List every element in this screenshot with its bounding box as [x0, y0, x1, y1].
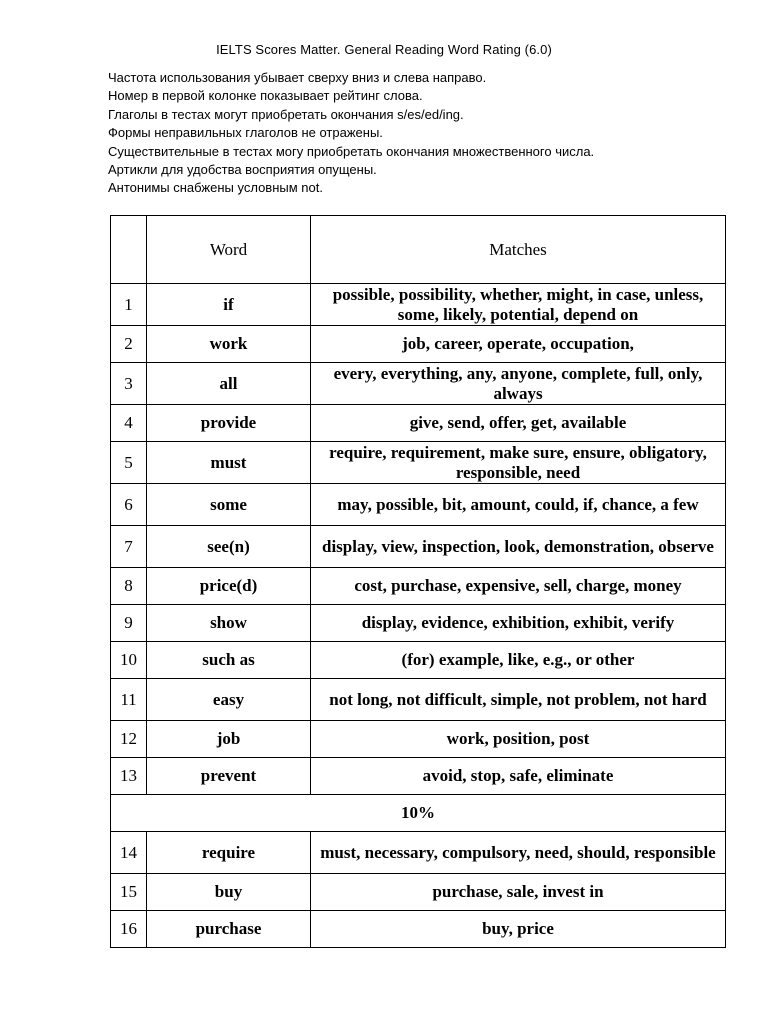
word-cell: some [147, 484, 311, 526]
table-row [111, 911, 726, 948]
note-line [108, 161, 728, 179]
section-row [111, 795, 726, 832]
matches-cell: display, evidence, exhibition, exhibit, verify [311, 605, 726, 642]
note-line [108, 179, 728, 197]
word-cell: prevent [147, 758, 311, 795]
table-row [111, 721, 726, 758]
word-cell: must [147, 442, 311, 484]
matches-cell: every, everything, any, anyone, complete, full, only, always [311, 363, 726, 405]
table-row [111, 484, 726, 526]
word-cell: provide [147, 405, 311, 442]
rank-cell: 2 [111, 326, 147, 363]
note-line [108, 87, 728, 105]
header-rank [111, 216, 147, 284]
matches-cell: possible, possibility, whether, might, in case, unless, some, likely, potential, depend on [311, 284, 726, 326]
table-row [111, 526, 726, 568]
note-text: Артикли для удобства восприятия опущены. [108, 162, 377, 178]
matches-cell: job, career, operate, occupation, [311, 326, 726, 363]
table-row [111, 605, 726, 642]
matches-cell: must, necessary, compulsory, need, should, responsible [311, 832, 726, 874]
matches-cell: avoid, stop, safe, eliminate [311, 758, 726, 795]
rank-cell: 9 [111, 605, 147, 642]
table-row [111, 679, 726, 721]
word-cell: price(d) [147, 568, 311, 605]
note-text: Антонимы снабжены условным [108, 180, 302, 196]
note-line [108, 124, 728, 142]
rank-cell: 3 [111, 363, 147, 405]
word-cell: show [147, 605, 311, 642]
table-row [111, 442, 726, 484]
matches-cell: display, view, inspection, look, demonstration, observe [311, 526, 726, 568]
page-title: IELTS Scores Matter. General Reading Word Rating (6.0) [216, 42, 552, 57]
table-row [111, 874, 726, 911]
matches-cell: (for) example, like, e.g., or other [311, 642, 726, 679]
word-cell: all [147, 363, 311, 405]
note-text: Формы неправильных глаголов не отражены. [108, 125, 383, 141]
section-label: 10% [111, 795, 726, 832]
table-row [111, 363, 726, 405]
table-row [111, 642, 726, 679]
matches-cell: require, requirement, make sure, ensure, obligatory, responsible, need [311, 442, 726, 484]
matches-cell: not long, not difficult, simple, not problem, not hard [311, 679, 726, 721]
matches-cell: cost, purchase, expensive, sell, charge, money [311, 568, 726, 605]
rank-cell: 15 [111, 874, 147, 911]
header-word: Word [147, 216, 311, 284]
table-row [111, 405, 726, 442]
note-text: Существительные в тестах могу приобретать окончания множественного числа. [108, 143, 595, 159]
matches-cell: purchase, sale, invest in [311, 874, 726, 911]
rank-cell: 4 [111, 405, 147, 442]
note-emphasis: not. [301, 180, 323, 196]
table-row [111, 758, 726, 795]
word-cell: such as [147, 642, 311, 679]
table-header-row [111, 216, 726, 284]
rank-cell: 13 [111, 758, 147, 795]
matches-cell: buy, price [311, 911, 726, 948]
word-cell: see(n) [147, 526, 311, 568]
table-row [111, 832, 726, 874]
table-row [111, 568, 726, 605]
notes-block [108, 69, 728, 198]
rank-cell: 6 [111, 484, 147, 526]
note-text: Частота использования убывает сверху вниз и слева направо. [108, 70, 487, 85]
note-line [108, 69, 728, 87]
rank-cell: 10 [111, 642, 147, 679]
matches-cell: may, possible, bit, amount, could, if, chance, a few [311, 484, 726, 526]
table-row [111, 326, 726, 363]
note-line [108, 143, 728, 161]
note-line [108, 106, 728, 124]
rank-cell: 11 [111, 679, 147, 721]
matches-cell: work, position, post [311, 721, 726, 758]
word-rating-table [110, 215, 726, 948]
note-emphasis: s/es/ed/ing. [397, 106, 464, 122]
header-matches: Matches [311, 216, 726, 284]
word-cell: purchase [147, 911, 311, 948]
table-row [111, 284, 726, 326]
word-cell: require [147, 832, 311, 874]
rank-cell: 16 [111, 911, 147, 948]
word-cell: job [147, 721, 311, 758]
rank-cell: 12 [111, 721, 147, 758]
rank-cell: 5 [111, 442, 147, 484]
rank-cell: 1 [111, 284, 147, 326]
rank-cell: 7 [111, 526, 147, 568]
word-cell: buy [147, 874, 311, 911]
table-body [111, 284, 726, 948]
note-text: Номер в первой колонке показывает рейтинг слова. [108, 88, 423, 104]
word-cell: if [147, 284, 311, 326]
word-cell: easy [147, 679, 311, 721]
word-cell: work [147, 326, 311, 363]
rank-cell: 8 [111, 568, 147, 605]
rank-cell: 14 [111, 832, 147, 874]
matches-cell: give, send, offer, get, available [311, 405, 726, 442]
note-text: Глаголы в тестах могут приобретать окончания [108, 106, 398, 122]
